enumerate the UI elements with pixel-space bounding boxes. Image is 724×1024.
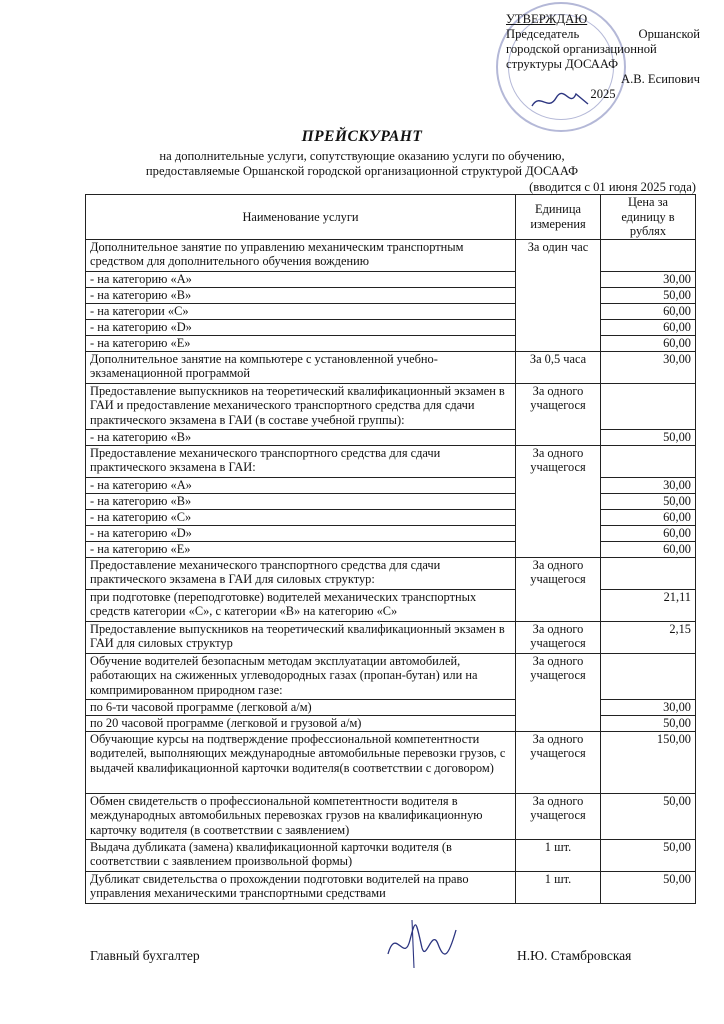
unit-cell: 1 шт. <box>516 839 601 871</box>
chief-accountant-label: Главный бухгалтер <box>90 948 200 963</box>
approval-name: А.В. Есипович <box>620 72 700 86</box>
table-row: - на категорию «В» 50,00 <box>86 429 696 445</box>
unit-cell: За одного учащегося <box>516 383 601 445</box>
document-subtitle-1: на дополнительные услуги, сопутствующие оказанию услуги по обучению, <box>159 149 565 163</box>
table-row: - на категорию «В» 50,00 <box>86 287 696 303</box>
table-row: - на категорию «Е» 60,00 <box>86 335 696 351</box>
accountant-signature <box>382 918 462 970</box>
unit-cell: За одного учащегося <box>516 653 601 731</box>
approval-org2: структуры ДОСААФ <box>506 57 619 71</box>
table-row: Предоставление выпускников на теоретический квалификационный экзамен в ГАИ для силовых структур За одного учащегося 2,15 <box>86 621 696 653</box>
table-row: - на категорию «С» 60,00 <box>86 509 696 525</box>
table-row: - на категории «С» 60,00 <box>86 303 696 319</box>
table-row: - на категорию «D» 60,00 <box>86 319 696 335</box>
unit-cell: За одного учащегося <box>516 731 601 793</box>
table-row: - на категорию «А» 30,00 <box>86 271 696 287</box>
unit-cell: За одного учащегося <box>516 621 601 653</box>
column-header-name: Наименование услуги <box>86 195 516 240</box>
table-row: Выдача дубликата (замена) квалификационной карточки водителя (в соответствии с заявлением произвольной формы) 1 шт. 50,00 <box>86 839 696 871</box>
price-table <box>85 194 696 904</box>
unit-cell: За одного учащегося <box>516 445 601 557</box>
document-subtitle-2: предоставляемые Оршанской городской организационной структурой ДОСААФ <box>145 164 579 178</box>
table-row: Дополнительное занятие по управлению механическим транспортным средством для дополнительного обучения вождению За один час <box>86 239 696 271</box>
document-title: ПРЕЙСКУРАНТ <box>301 128 423 145</box>
approval-year: 2025 <box>590 87 616 101</box>
column-header-price: Цена за единицу в рублях <box>601 195 696 240</box>
accountant-name: Н.Ю. Стамбровская <box>517 948 632 963</box>
approval-position: Председатель Оршанской <box>506 27 700 41</box>
table-row: по 20 часовой программе (легковой и грузовой а/м) 50,00 <box>86 715 696 731</box>
table-row: Обучающие курсы на подтверждение профессиональной компетентности водителей, выполняющих международные автомобильные перевозки грузов, с выдачей квалификационной карточки водителя(в соответствии с договором) За одного учащегося 150,00 <box>86 731 696 793</box>
unit-cell: За одного учащегося <box>516 793 601 839</box>
table-row: Предоставление выпускников на теоретический квалификационный экзамен в ГАИ и предоставление механического транспортного средства для сдачи практического экзамена в ГАИ (в составе учебной группы): За одного учащегося <box>86 383 696 429</box>
column-header-unit: Единица измерения <box>516 195 601 240</box>
table-row: Обучение водителей безопасным методам эксплуатации автомобилей, работающих на сжиженных углеводородных газах (пропан-бутан) или на компримированном природном газе: За одного учащегося <box>86 653 696 699</box>
approval-signature <box>530 88 590 114</box>
approval-org: городской организационной <box>506 42 657 56</box>
table-row: Дубликат свидетельства о прохождении подготовки водителей на право управления механическими транспортными средствами 1 шт. 50,00 <box>86 871 696 903</box>
table-row: по 6-ти часовой программе (легковой а/м) 30,00 <box>86 699 696 715</box>
effective-date: (вводится с 01 июня 2025 года) <box>529 180 696 194</box>
table-row: - на категорию «В» 50,00 <box>86 493 696 509</box>
unit-cell: За 0,5 часа <box>516 351 601 383</box>
table-row: - на категорию «Е» 60,00 <box>86 541 696 557</box>
table-row: - на категорию «А» 30,00 <box>86 477 696 493</box>
unit-cell: 1 шт. <box>516 871 601 903</box>
unit-cell: За одного учащегося <box>516 557 601 621</box>
table-row: Дополнительное занятие на компьютере с установленной учебно-экзаменационной программой За 0,5 часа 30,00 <box>86 351 696 383</box>
table-row: Предоставление механического транспортного средства для сдачи практического экзамена в ГАИ для силовых структур: За одного учащегося <box>86 557 696 589</box>
table-row: - на категорию «D» 60,00 <box>86 525 696 541</box>
approval-heading: УТВЕРЖДАЮ <box>506 12 588 26</box>
unit-cell: За один час <box>516 239 601 351</box>
table-row: Обмен свидетельств о профессиональной компетентности водителя в международных автомобильных перевозках грузов на квалификационную карточку водителя (в соответствии с заявлением) За одного учащегося 50,00 <box>86 793 696 839</box>
table-row: Предоставление механического транспортного средства для сдачи практического экзамена в ГАИ: За одного учащегося <box>86 445 696 477</box>
table-row: при подготовке (переподготовке) водителей механических транспортных средств категории «С», с категории «В» на категорию «С» 21,11 <box>86 589 696 621</box>
table-header-row <box>86 195 696 240</box>
